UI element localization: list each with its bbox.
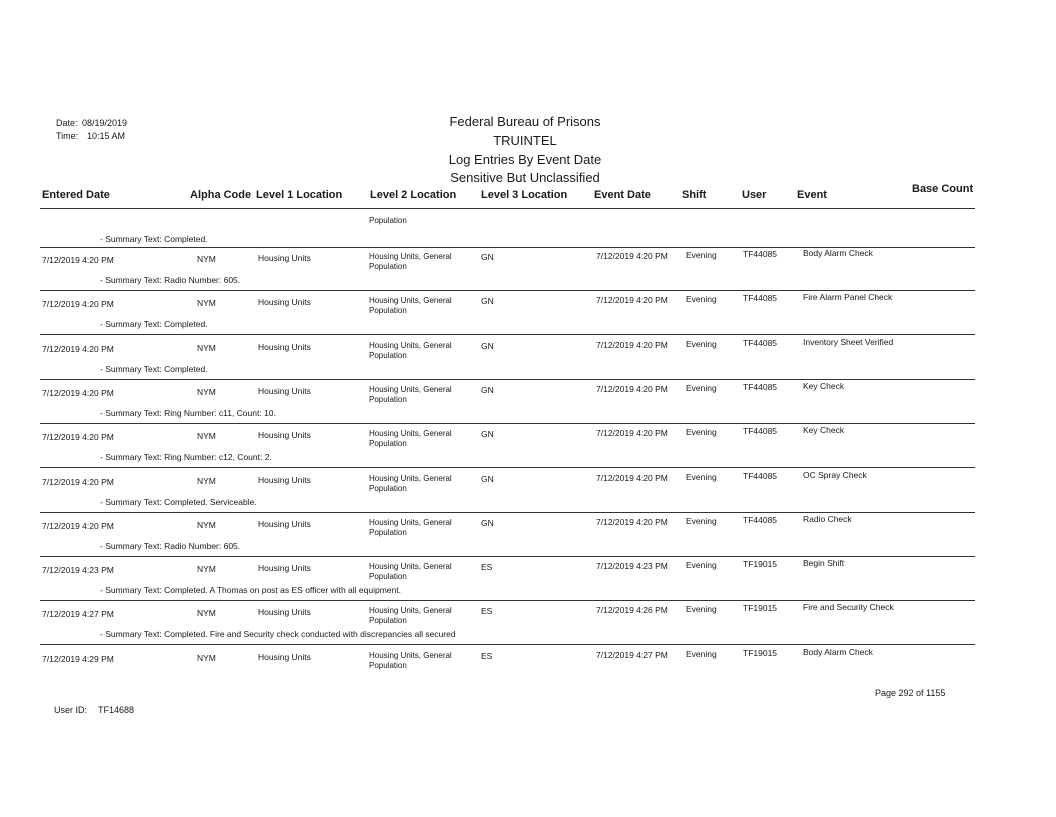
alpha-code: NYM <box>197 431 216 441</box>
event-date: 7/12/2019 4:26 PM <box>596 605 668 615</box>
alpha-code: NYM <box>197 564 216 574</box>
system-title: TRUINTEL <box>493 133 557 148</box>
level3-location: GN <box>481 429 494 439</box>
entered-date: 7/12/2019 4:20 PM <box>42 521 114 531</box>
level3-location: GN <box>481 474 494 484</box>
level2-location-cont: Population <box>369 439 407 448</box>
event-date: 7/12/2019 4:20 PM <box>596 295 668 305</box>
row-rule <box>40 556 975 557</box>
event-date: 7/12/2019 4:23 PM <box>596 561 668 571</box>
event-date: 7/12/2019 4:20 PM <box>596 340 668 350</box>
level2-location: Housing Units, General <box>369 341 452 350</box>
level2-location-cont: Population <box>369 528 407 537</box>
col-level3-location: Level 3 Location <box>481 189 568 201</box>
user-id: TF44085 <box>743 338 778 348</box>
level3-location: GN <box>481 296 494 306</box>
level3-location: ES <box>481 606 493 616</box>
level2-location-cont: Population <box>369 616 407 625</box>
level3-location: ES <box>481 562 493 572</box>
level1-location: Housing Units <box>258 342 311 352</box>
entered-date: 7/12/2019 4:20 PM <box>42 388 114 398</box>
shift: Evening <box>686 294 717 304</box>
level2-location: Housing Units, General <box>369 296 452 305</box>
summary-text: - Summary Text: Completed. <box>100 234 208 244</box>
classification-title: Sensitive But Unclassified <box>450 170 600 185</box>
user-id-value: TF14688 <box>98 705 135 715</box>
page-number: Page 292 of 1155 <box>875 688 946 698</box>
row-rule <box>40 290 975 291</box>
level1-location: Housing Units <box>258 519 311 529</box>
level2-location: Housing Units, General <box>369 385 452 394</box>
level2-location-cont: Population <box>369 661 407 670</box>
level2-location: Housing Units, General <box>369 429 452 438</box>
row-rule <box>40 512 975 513</box>
level2-location: Housing Units, General <box>369 606 452 615</box>
level2-location-cont: Population <box>369 572 407 581</box>
shift: Evening <box>686 250 717 260</box>
user-id: TF44085 <box>743 382 778 392</box>
entered-date: 7/12/2019 4:20 PM <box>42 477 114 487</box>
user-id: TF19015 <box>743 648 778 658</box>
entered-date: 7/12/2019 4:23 PM <box>42 565 114 575</box>
summary-text: - Summary Text: Completed. A Thomas on post as ES officer with all equipment. <box>100 585 401 595</box>
level1-location: Housing Units <box>258 297 311 307</box>
level2-location-cont: Population <box>369 395 407 404</box>
summary-text: - Summary Text: Completed. Serviceable. <box>100 497 257 507</box>
time-value: 10:15 AM <box>87 131 126 141</box>
alpha-code: NYM <box>197 387 216 397</box>
level2-location-cont: Population <box>369 351 407 360</box>
event-name: Body Alarm Check <box>803 248 873 258</box>
level3-location: GN <box>481 518 494 528</box>
header-rule <box>40 208 975 209</box>
date-value: 08/19/2019 <box>82 118 128 128</box>
event-name: Radio Check <box>803 514 852 524</box>
shift: Evening <box>686 339 717 349</box>
summary-text: - Summary Text: Completed. <box>100 364 208 374</box>
col-level2-location: Level 2 Location <box>370 189 457 201</box>
user-id: TF19015 <box>743 559 778 569</box>
user-id: TF44085 <box>743 471 778 481</box>
level1-location: Housing Units <box>258 652 311 662</box>
col-event-date: Event Date <box>594 189 651 201</box>
level2-location: Housing Units, General <box>369 252 452 261</box>
level1-location: Housing Units <box>258 563 311 573</box>
report-title: Log Entries By Event Date <box>448 152 602 167</box>
level3-location: ES <box>481 651 493 661</box>
event-name: Begin Shift <box>803 558 845 568</box>
row-rule <box>40 334 975 335</box>
row-rule <box>40 644 975 645</box>
level2-location: Housing Units, General <box>369 518 452 527</box>
col-event: Event <box>797 189 827 201</box>
row-rule <box>40 600 975 601</box>
col-shift: Shift <box>682 189 707 201</box>
summary-text: - Summary Text: Ring Number: c12, Count: 2. <box>100 452 272 462</box>
shift: Evening <box>686 383 717 393</box>
col-user: User <box>742 189 767 201</box>
shift: Evening <box>686 649 717 659</box>
level2-location: Housing Units, General <box>369 474 452 483</box>
col-level1-location: Level 1 Location <box>256 189 343 201</box>
col-entered-date: Entered Date <box>42 189 110 201</box>
summary-text: - Summary Text: Completed. <box>100 319 208 329</box>
level1-location: Housing Units <box>258 475 311 485</box>
shift: Evening <box>686 472 717 482</box>
event-name: Fire Alarm Panel Check <box>803 292 893 302</box>
alpha-code: NYM <box>197 476 216 486</box>
shift: Evening <box>686 516 717 526</box>
level3-location: GN <box>481 385 494 395</box>
event-name: Key Check <box>803 381 845 391</box>
entered-date: 7/12/2019 4:20 PM <box>42 255 114 265</box>
time-label: Time: <box>56 131 79 141</box>
col-alpha-code: Alpha Code <box>190 189 252 201</box>
event-name: OC Spray Check <box>803 470 867 480</box>
level3-location: GN <box>481 252 494 262</box>
row-rule <box>40 379 975 380</box>
event-name: Body Alarm Check <box>803 647 873 657</box>
entered-date: 7/12/2019 4:20 PM <box>42 344 114 354</box>
level2-location-cont: Population <box>369 484 407 493</box>
event-name: Key Check <box>803 425 845 435</box>
summary-text: - Summary Text: Radio Number: 605. <box>100 275 241 285</box>
user-id: TF44085 <box>743 515 778 525</box>
event-date: 7/12/2019 4:20 PM <box>596 473 668 483</box>
user-id-label: User ID: <box>54 705 88 715</box>
carryover-text: Population <box>369 216 407 225</box>
summary-text: - Summary Text: Completed. Fire and Security check conducted with discrepancies all secured <box>100 629 456 639</box>
level1-location: Housing Units <box>258 430 311 440</box>
level1-location: Housing Units <box>258 607 311 617</box>
event-date: 7/12/2019 4:20 PM <box>596 428 668 438</box>
level3-location: GN <box>481 341 494 351</box>
alpha-code: NYM <box>197 608 216 618</box>
level2-location: Housing Units, General <box>369 562 452 571</box>
alpha-code: NYM <box>197 298 216 308</box>
date-label: Date: <box>56 118 78 128</box>
event-date: 7/12/2019 4:20 PM <box>596 517 668 527</box>
user-id: TF44085 <box>743 293 778 303</box>
entered-date: 7/12/2019 4:20 PM <box>42 432 114 442</box>
user-id: TF19015 <box>743 603 778 613</box>
alpha-code: NYM <box>197 520 216 530</box>
user-id: TF44085 <box>743 249 778 259</box>
shift: Evening <box>686 560 717 570</box>
entered-date: 7/12/2019 4:27 PM <box>42 609 114 619</box>
shift: Evening <box>686 604 717 614</box>
agency-title: Federal Bureau of Prisons <box>449 114 601 129</box>
entered-date: 7/12/2019 4:20 PM <box>42 299 114 309</box>
shift: Evening <box>686 427 717 437</box>
level2-location-cont: Population <box>369 262 407 271</box>
level2-location-cont: Population <box>369 306 407 315</box>
alpha-code: NYM <box>197 653 216 663</box>
event-date: 7/12/2019 4:27 PM <box>596 650 668 660</box>
alpha-code: NYM <box>197 254 216 264</box>
col-base-count: Base Count <box>912 183 974 195</box>
level1-location: Housing Units <box>258 253 311 263</box>
user-id: TF44085 <box>743 426 778 436</box>
event-name: Fire and Security Check <box>803 602 894 612</box>
level1-location: Housing Units <box>258 386 311 396</box>
event-date: 7/12/2019 4:20 PM <box>596 384 668 394</box>
entered-date: 7/12/2019 4:29 PM <box>42 654 114 664</box>
row-rule <box>40 467 975 468</box>
summary-text: - Summary Text: Radio Number: 605. <box>100 541 241 551</box>
event-date: 7/12/2019 4:20 PM <box>596 251 668 261</box>
level2-location: Housing Units, General <box>369 651 452 660</box>
row-rule <box>40 423 975 424</box>
alpha-code: NYM <box>197 343 216 353</box>
event-name: Inventory Sheet Verified <box>803 337 894 347</box>
summary-text: - Summary Text: Ring Number: c11, Count: 10. <box>100 408 276 418</box>
